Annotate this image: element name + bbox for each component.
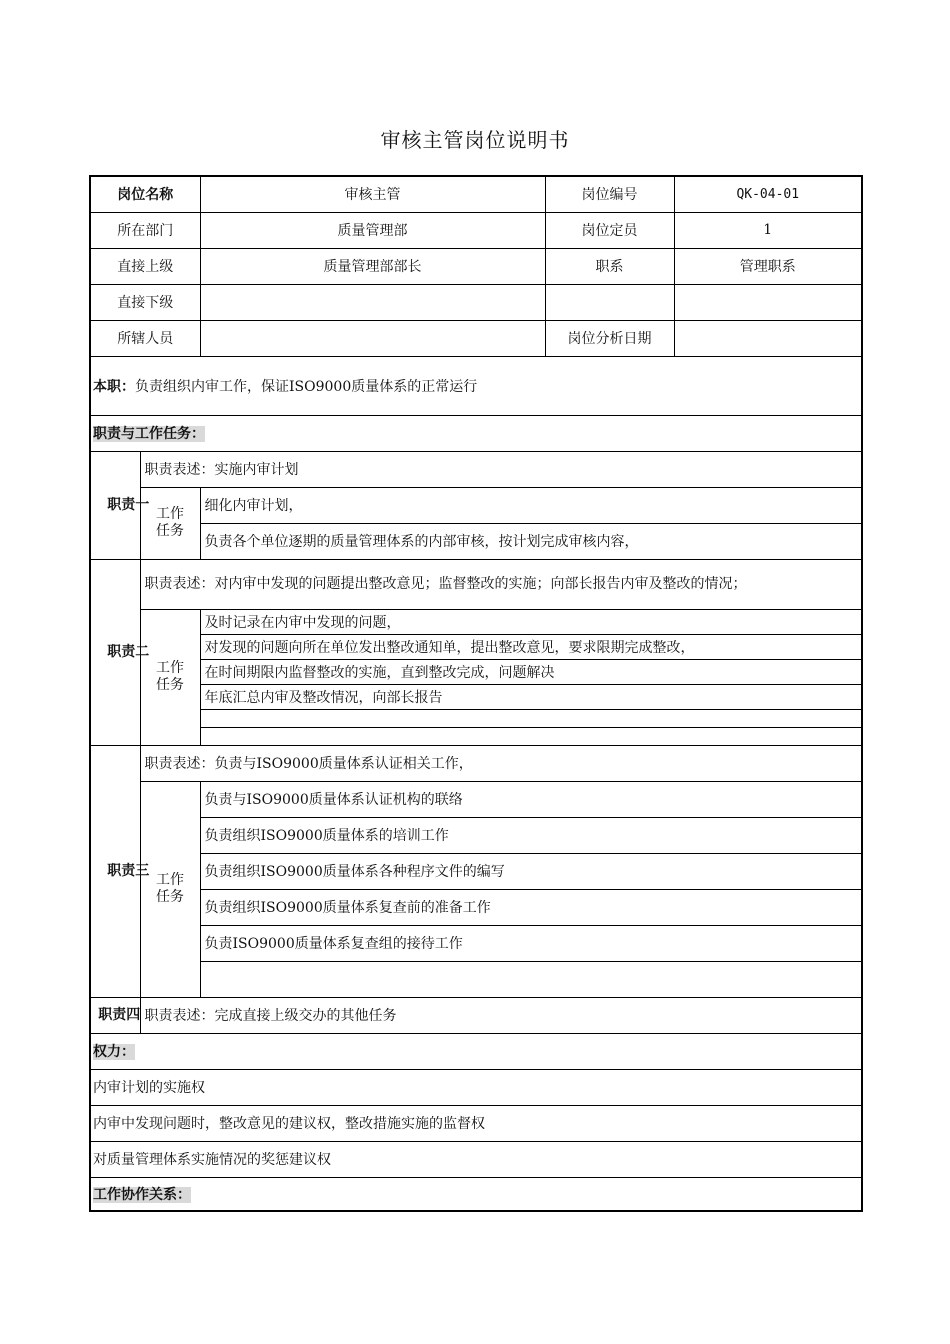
- duty2-task-row: [90, 709, 862, 727]
- power-item-1: 内审计划的实施权: [90, 1069, 862, 1105]
- duty2-task-1: 及时记录在内审中发现的问题，: [200, 609, 862, 634]
- duty1-task-row: [90, 523, 862, 559]
- power-row: [90, 1141, 862, 1177]
- duty2-task-row: [90, 727, 862, 745]
- duty2-task-row: [90, 634, 862, 659]
- label-department: 所在部门: [90, 212, 200, 248]
- duty1-task-row: [90, 487, 862, 523]
- duty3-task-row: [90, 853, 862, 889]
- duty3-task-row: [90, 961, 862, 997]
- document-title: 审核主管岗位说明书: [380, 128, 570, 152]
- value-headcount: 1: [674, 212, 862, 248]
- power-row: [90, 1105, 862, 1141]
- header-row-2: [90, 212, 862, 248]
- duty1-task-1: 细化内审计划，: [200, 487, 862, 523]
- duty2-task-6: [200, 727, 862, 745]
- value-analysis-date: [674, 320, 862, 356]
- value-position-code: QK-04-01: [674, 176, 862, 212]
- duty2-task-3: 在时间期限内监督整改的实施，直到整改完成，问题解决: [200, 659, 862, 684]
- duty3-task-6: [200, 961, 862, 997]
- duty2-task-row: [90, 609, 862, 634]
- duty2-task-row: [90, 659, 862, 684]
- cooperation-heading-row: [90, 1177, 862, 1211]
- duty3-task-4: 负责组织ISO9000质量体系复查前的准备工作: [200, 889, 862, 925]
- label-direct-superior: 直接上级: [90, 248, 200, 284]
- powers-heading-row: [90, 1033, 862, 1069]
- value-staff-under: [200, 320, 545, 356]
- duty3-task-row: [90, 925, 862, 961]
- value-job-family: 管理职系: [674, 248, 862, 284]
- power-item-2: 内审中发现问题时，整改意见的建议权，整改措施实施的监督权: [90, 1105, 862, 1141]
- duty3-desc-row: [90, 745, 862, 781]
- duty3-task-label: 工作任务: [156, 872, 184, 905]
- label-position-name: 岗位名称: [90, 176, 200, 212]
- duty2-task-row: [90, 684, 862, 709]
- empty-cell: [674, 284, 862, 320]
- duty1-task-2: 负责各个单位逐期的质量管理体系的内部审核，按计划完成审核内容，: [200, 523, 862, 559]
- duty2-task-4: 年底汇总内审及整改情况，向部长报告: [200, 684, 862, 709]
- label-analysis-date: 岗位分析日期: [545, 320, 674, 356]
- value-position-name: 审核主管: [200, 176, 545, 212]
- duty4-row: [90, 997, 862, 1033]
- empty-cell: [545, 284, 674, 320]
- duty1-label: 职责一: [107, 497, 150, 513]
- core-duty-label: 本职：: [93, 378, 135, 395]
- header-row-3: [90, 248, 862, 284]
- value-direct-subordinate: [200, 284, 545, 320]
- duty3-label: 职责三: [107, 863, 150, 879]
- cooperation-heading: 工作协作关系：: [93, 1186, 191, 1203]
- duty2-task-2: 对发现的问题向所在单位发出整改通知单，提出整改意见，要求限期完成整改，: [200, 634, 862, 659]
- duty1-desc-row: [90, 451, 862, 487]
- duty2-task-5: [200, 709, 862, 727]
- duties-heading-row: [90, 415, 862, 451]
- duty1-desc: 职责表述：实施内审计划: [140, 451, 862, 487]
- duty3-task-row: [90, 781, 862, 817]
- duty2-task-label: 工作任务: [156, 660, 184, 693]
- core-duty-row: [90, 356, 862, 415]
- duty1-task-label: 工作任务: [156, 506, 184, 539]
- core-duty-text: 负责组织内审工作，保证ISO9000质量体系的正常运行: [135, 378, 478, 395]
- header-row-5: [90, 320, 862, 356]
- value-direct-superior: 质量管理部部长: [200, 248, 545, 284]
- label-headcount: 岗位定员: [545, 212, 674, 248]
- power-row: [90, 1069, 862, 1105]
- duty3-task-row: [90, 817, 862, 853]
- duty2-label: 职责二: [107, 644, 150, 660]
- duty3-task-row: [90, 889, 862, 925]
- duty3-task-3: 负责组织ISO9000质量体系各种程序文件的编写: [200, 853, 862, 889]
- duties-heading: 职责与工作任务：: [93, 426, 205, 442]
- duty4-label: 职责四: [98, 1007, 141, 1023]
- duty3-task-1: 负责与ISO9000质量体系认证机构的联络: [200, 781, 862, 817]
- power-item-3: 对质量管理体系实施情况的奖惩建议权: [90, 1141, 862, 1177]
- duty4-desc: 职责表述：完成直接上级交办的其他任务: [140, 997, 862, 1033]
- label-job-family: 职系: [545, 248, 674, 284]
- powers-heading: 权力：: [93, 1044, 135, 1060]
- header-row-1: [90, 176, 862, 212]
- duty2-desc-row: [90, 559, 862, 609]
- header-row-4: [90, 284, 862, 320]
- label-position-code: 岗位编号: [545, 176, 674, 212]
- value-department: 质量管理部: [200, 212, 545, 248]
- label-direct-subordinate: 直接下级: [90, 284, 200, 320]
- duty3-task-2: 负责组织ISO9000质量体系的培训工作: [200, 817, 862, 853]
- job-description-table: [89, 175, 863, 1212]
- label-staff-under: 所辖人员: [90, 320, 200, 356]
- duty2-desc: 职责表述：对内审中发现的问题提出整改意见；监督整改的实施；向部长报告内审及整改的情况；: [140, 559, 862, 609]
- duty3-desc: 职责表述：负责与ISO9000质量体系认证相关工作，: [140, 745, 862, 781]
- duty3-task-5: 负责ISO9000质量体系复查组的接待工作: [200, 925, 862, 961]
